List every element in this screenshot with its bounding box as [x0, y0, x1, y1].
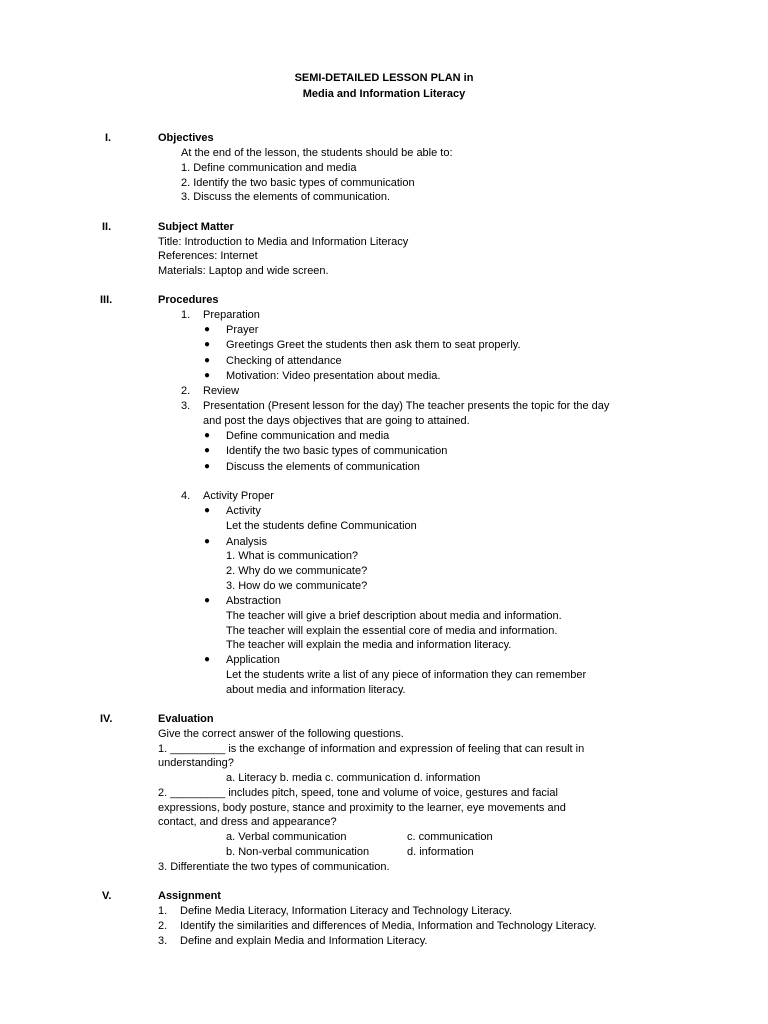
evaluation-question-line: 2. _________ includes pitch, speed, tone and volume of voice, gestures and facial [158, 787, 558, 799]
presentation-bullet: Identify the two basic types of communication [226, 445, 448, 457]
bullet-icon: ● [204, 370, 211, 381]
evaluation-question-line: understanding? [158, 757, 234, 769]
abstraction-label: Abstraction [226, 595, 282, 607]
procedure-number: 3. [181, 400, 191, 412]
preparation-bullet: Motivation: Video presentation about media. [226, 370, 441, 382]
bullet-icon: ● [204, 339, 211, 350]
objectives-intro: At the end of the lesson, the students should be able to: [181, 147, 453, 159]
abstraction-line: The teacher will explain the media and information literacy. [226, 639, 512, 651]
bullet-icon: ● [204, 595, 211, 606]
section-numeral-objectives: I. [105, 132, 112, 144]
section-numeral-assignment: V. [102, 890, 112, 902]
presentation-bullet: Define communication and media [226, 430, 390, 442]
evaluation-instruction: Give the correct answer of the following questions. [158, 728, 404, 740]
section-numeral-evaluation: IV. [100, 713, 113, 725]
evaluation-choice: a. Verbal communication [226, 831, 347, 843]
evaluation-choice: c. communication [407, 831, 493, 843]
analysis-line: 2. Why do we communicate? [226, 565, 368, 577]
bullet-icon: ● [204, 445, 211, 456]
bullet-icon: ● [204, 430, 211, 441]
evaluation-choices: a. Literacy b. media c. communication d. information [226, 772, 481, 784]
objective-item: 1. Define communication and media [181, 162, 357, 174]
bullet-icon: ● [204, 324, 211, 335]
bullet-icon: ● [204, 654, 211, 665]
objective-item: 2. Identify the two basic types of communication [181, 177, 415, 189]
activity-line: Let the students define Communication [226, 520, 417, 532]
analysis-line: 1. What is communication? [226, 550, 359, 562]
objective-item: 3. Discuss the elements of communication. [181, 191, 391, 203]
evaluation-choice: d. information [407, 846, 474, 858]
preparation-bullet: Checking of attendance [226, 355, 342, 367]
presentation-line: and post the days objectives that are going to attained. [203, 415, 470, 427]
assignment-item: Identify the similarities and differences of Media, Information and Technology Literacy. [180, 920, 597, 932]
section-numeral-subject-matter: II. [102, 221, 112, 233]
evaluation-choice: b. Non-verbal communication [226, 846, 370, 858]
assignment-item: Define Media Literacy, Information Literacy and Technology Literacy. [180, 905, 513, 917]
document-title-line1: SEMI-DETAILED LESSON PLAN in [294, 72, 474, 84]
preparation-bullet: Greetings Greet the students then ask them to seat properly. [226, 339, 521, 351]
section-heading-objectives: Objectives [158, 132, 214, 144]
presentation-bullet: Discuss the elements of communication [226, 461, 420, 473]
document-title-line2: Media and Information Literacy [302, 88, 466, 100]
subject-references: References: Internet [158, 250, 258, 262]
evaluation-question-line: 3. Differentiate the two types of communication. [158, 861, 390, 873]
evaluation-question-line: 1. _________ is the exchange of information and expression of feeling that can result in [158, 743, 585, 755]
assignment-number: 2. [158, 920, 168, 932]
analysis-label: Analysis [226, 536, 267, 548]
section-heading-procedures: Procedures [158, 294, 219, 306]
section-heading-evaluation: Evaluation [158, 713, 214, 725]
bullet-icon: ● [204, 505, 211, 516]
procedure-label-activity-proper: Activity Proper [203, 490, 274, 502]
application-line: about media and information literacy. [226, 684, 406, 696]
section-heading-assignment: Assignment [158, 890, 221, 902]
preparation-bullet: Prayer [226, 324, 259, 336]
subject-title: Title: Introduction to Media and Information Literacy [158, 236, 409, 248]
bullet-icon: ● [204, 355, 211, 366]
subject-materials: Materials: Laptop and wide screen. [158, 265, 329, 277]
procedure-number: 1. [181, 309, 191, 321]
procedure-label-review: Review [203, 385, 240, 397]
procedure-number: 4. [181, 490, 191, 502]
section-heading-subject-matter: Subject Matter [158, 221, 234, 233]
assignment-number: 1. [158, 905, 168, 917]
abstraction-line: The teacher will explain the essential core of media and information. [226, 625, 558, 637]
procedure-label-preparation: Preparation [203, 309, 260, 321]
evaluation-question-line: contact, and dress and appearance? [158, 816, 337, 828]
abstraction-line: The teacher will give a brief description about media and information. [226, 610, 562, 622]
section-numeral-procedures: III. [100, 294, 113, 306]
bullet-icon: ● [204, 536, 211, 547]
assignment-number: 3. [158, 935, 168, 947]
analysis-line: 3. How do we communicate? [226, 580, 368, 592]
procedure-number: 2. [181, 385, 191, 397]
application-line: Let the students write a list of any piece of information they can remember [226, 669, 587, 681]
presentation-line: Presentation (Present lesson for the day) The teacher presents the topic for the day [203, 400, 610, 412]
application-label: Application [226, 654, 280, 666]
bullet-icon: ● [204, 461, 211, 472]
evaluation-question-line: expressions, body posture, stance and proximity to the learner, eye movements and [158, 802, 566, 814]
activity-label: Activity [226, 505, 261, 517]
assignment-item: Define and explain Media and Information Literacy. [180, 935, 428, 947]
